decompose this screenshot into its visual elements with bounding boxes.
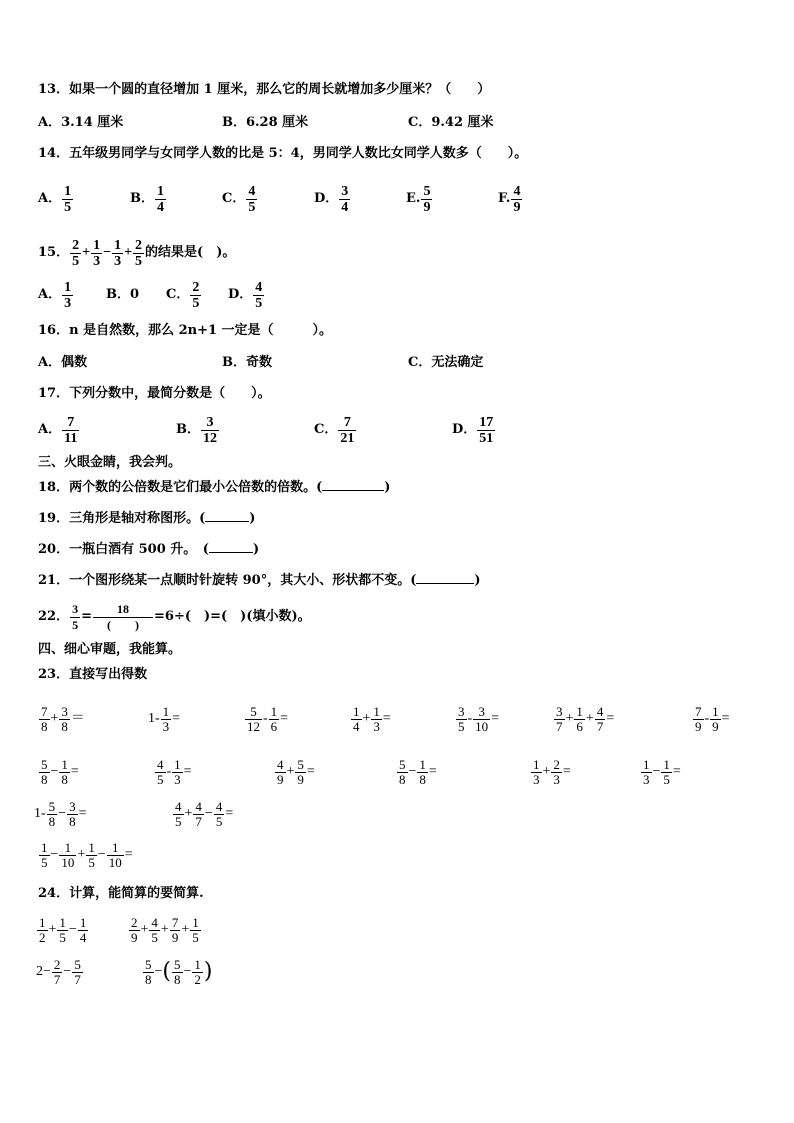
math-operator: = — [382, 711, 391, 726]
math-operator: = — [306, 764, 315, 779]
q24-expr-3 — [36, 955, 84, 990]
q23-row3-expr-1 — [34, 797, 86, 832]
option-letter: C． — [222, 191, 246, 206]
q18-answer-blank[interactable] — [322, 490, 384, 491]
math-operator: = — [672, 764, 681, 779]
q15-option-a[interactable]: A． $\frac{1}{3}$ — [38, 279, 72, 311]
math-operator: + — [181, 922, 190, 937]
q15-expression: 15． $\frac{2}{5}$ + $\frac{1}{3}$ − $\frac{1}{3}$ + $\frac{2}{5}$ 的结果是( )。 — [38, 237, 236, 269]
fraction: $\frac{1}{3}$ — [533, 756, 540, 787]
q15-option-c[interactable]: C． $\frac{2}{5}$ — [166, 279, 200, 311]
math-operator: + — [286, 764, 295, 779]
q24-stem: 24．计算，能简算的要简算. — [38, 886, 204, 901]
math-operator: 1- — [34, 806, 46, 821]
q20: 20．一瓶白酒有 500 升。 ( ) — [38, 542, 260, 557]
q15-option-b[interactable]: B．0 — [106, 287, 140, 302]
fraction: $\frac{17}{51}$ — [479, 414, 494, 446]
q14-option-c[interactable] — [222, 182, 258, 217]
q17-stem: 17．下列分数中，最简分数是（ ）。 — [38, 386, 271, 401]
fraction: $\frac{5}{8}$ — [41, 756, 48, 787]
section-4-heading: 四、细心审题，我能算。 — [38, 642, 182, 657]
math-operator: = — [280, 711, 289, 726]
fraction: $\frac{5}{8}$ — [145, 956, 152, 987]
q19-answer-blank[interactable] — [205, 521, 249, 522]
fraction: $\frac{1}{6}$ — [270, 703, 278, 734]
q23-row1-expr-7 — [692, 702, 730, 737]
q24-expr-4: $\frac{5}{8}$ −( $\frac{5}{8}$ − $\frac{1}{2}$ ) — [145, 956, 213, 987]
fraction: $\frac{1}{9}$ — [712, 703, 719, 734]
fraction: $\frac{1}{4}$ — [157, 183, 164, 215]
q23-row1-expr-1 — [38, 702, 85, 737]
q14-option-f[interactable] — [498, 182, 523, 217]
math-operator: + — [50, 711, 59, 726]
fraction: $\frac{5}{8}$ — [399, 756, 406, 787]
fraction: $\frac{4}{5}$ — [248, 183, 256, 215]
q23-row2-expr-4 — [396, 755, 437, 790]
math-operator: - — [263, 711, 268, 726]
q21-answer-blank[interactable] — [416, 583, 474, 584]
q16-option-a[interactable]: A．偶数 — [38, 355, 88, 370]
math-operator: = — [428, 764, 437, 779]
q13-option-a[interactable]: A．3.14 厘米 — [38, 115, 124, 130]
math-operator: = — [606, 711, 615, 726]
fraction: $\frac{1}{5}$ — [64, 183, 72, 215]
math-operator: ( — [162, 959, 171, 984]
option-letter: B． — [130, 191, 154, 206]
math-operator: + — [565, 711, 574, 726]
math-operator: − — [68, 922, 77, 937]
fraction: $\frac{2}{9}$ — [131, 914, 138, 945]
fraction: $\frac{1}{3}$ — [174, 756, 181, 787]
q23-row4-expr-1 — [38, 838, 133, 873]
fraction: $\frac{7}{21}$ — [340, 414, 355, 446]
math-operator: + — [160, 922, 169, 937]
q23-row3-expr-2 — [172, 797, 233, 832]
math-operator: − — [50, 847, 59, 862]
math-operator: + — [140, 922, 149, 937]
math-operator: = — [172, 711, 181, 726]
fraction: $\frac{3}{8}$ — [69, 798, 76, 829]
fraction: $\frac{5}{8}$ — [174, 956, 181, 987]
q23-row1-expr-3 — [244, 702, 288, 737]
fraction: $\frac{7}{8}$ — [41, 703, 48, 734]
fraction: $\frac{1}{5}$ — [88, 839, 95, 870]
fraction: $\frac{1}{5}$ — [41, 839, 48, 870]
math-operator: + — [542, 764, 551, 779]
fraction: $\frac{1}{8}$ — [61, 756, 68, 787]
option-letter: F. — [498, 191, 511, 206]
fraction: $\frac{3}{4}$ — [341, 183, 349, 215]
math-operator: − — [183, 964, 192, 979]
math-operator: − — [204, 806, 213, 821]
q14-stem: 14．五年级男同学与女同学人数的比是 5：4，男同学人数比女同学人数多（ ）。 — [38, 146, 528, 161]
math-operator: − — [408, 764, 417, 779]
fraction: $\frac{1}{6}$ — [576, 703, 583, 734]
q14-option-b[interactable] — [130, 182, 167, 217]
fraction: $\frac{2}{3}$ — [553, 756, 560, 787]
q17-option-a[interactable] — [38, 413, 80, 448]
q14-option-e[interactable] — [406, 182, 433, 217]
fraction: $\frac{3}{10}$ — [475, 703, 489, 734]
fraction: $\frac{5}{9}$ — [423, 183, 431, 215]
q23-row2-expr-1 — [38, 755, 79, 790]
option-letter: C． — [314, 422, 338, 437]
fraction: $\frac{1}{2}$ — [194, 956, 201, 987]
math-operator: = — [225, 806, 234, 821]
q20-answer-blank[interactable] — [209, 552, 253, 553]
fraction: $\frac{5}{9}$ — [297, 756, 304, 787]
q18: 18．两个数的公倍数是它们最小公倍数的倍数。( ) — [38, 480, 391, 495]
fraction: $\frac{4}{5}$ — [157, 756, 164, 787]
option-letter: E. — [406, 191, 421, 206]
option-letter: B． — [176, 422, 200, 437]
q17-option-c[interactable] — [314, 413, 357, 448]
fraction: $\frac{7}{9}$ — [695, 703, 702, 734]
math-operator: ) — [203, 959, 213, 984]
fraction: $\frac{1}{5}$ — [663, 756, 670, 787]
math-operator: − — [50, 764, 59, 779]
fraction: $\frac{1}{4}$ — [79, 914, 87, 945]
q15-option-d[interactable]: D． $\frac{4}{5}$ — [228, 279, 263, 311]
math-operator: − — [97, 847, 106, 862]
q24-expr-1 — [36, 913, 89, 948]
fraction: $\frac{3}{8}$ — [61, 703, 68, 734]
q24-expr-2 — [128, 913, 202, 948]
fraction: $\frac{4}{7}$ — [195, 798, 202, 829]
math-operator: = — [78, 806, 87, 821]
fraction: $\frac{5}{7}$ — [74, 956, 81, 987]
q16-stem: 16．n 是自然数，那么 2n+1 一定是（ ）。 — [38, 323, 333, 338]
math-operator: 2− — [36, 964, 51, 979]
math-operator: + — [77, 847, 86, 862]
fraction: $\frac{3}{5}$ — [458, 703, 465, 734]
option-letter: D． — [314, 191, 339, 206]
q22-expression: 22． $\frac{3}{5}$ = $\frac{18}{( )}$ =6÷( )=( )(填小数)。 — [38, 601, 311, 632]
fraction: $\frac{1}{10}$ — [61, 839, 75, 870]
q13-option-c[interactable]: C．9.42 厘米 — [408, 115, 494, 130]
fraction: $\frac{3}{12}$ — [203, 414, 217, 446]
q21: 21．一个图形绕某一点顺时针旋转 90°，其大小、形状都不变。( ) — [38, 573, 481, 588]
q23-row1-expr-5 — [455, 702, 499, 737]
q16-option-c[interactable]: C．无法确定 — [408, 355, 484, 370]
fraction: $\frac{4}{9}$ — [513, 183, 521, 215]
fraction: $\frac{7}{11}$ — [64, 414, 78, 446]
fraction: $\frac{1}{10}$ — [108, 839, 122, 870]
q17-option-d[interactable] — [452, 413, 496, 448]
math-operator: = — [183, 764, 192, 779]
fraction: $\frac{1}{5}$ — [59, 914, 66, 945]
math-operator: − — [58, 806, 67, 821]
fraction: $\frac{1}{3}$ — [643, 756, 650, 787]
math-operator: 1- — [148, 711, 160, 726]
math-operator: - — [704, 711, 710, 726]
math-operator: - — [467, 711, 473, 726]
math-operator: + — [48, 922, 57, 937]
fraction: $\frac{1}{5}$ — [192, 914, 199, 945]
q23-row2-expr-3 — [274, 755, 315, 790]
q19: 19．三角形是轴对称图形。( ) — [38, 511, 256, 526]
option-letter: A． — [38, 191, 62, 206]
fraction: $\frac{4}{5}$ — [151, 914, 158, 945]
fraction: $\frac{4}{5}$ — [215, 798, 223, 829]
section-3-heading: 三、火眼金睛，我会判。 — [38, 455, 182, 470]
math-operator: − — [652, 764, 661, 779]
fraction: $\frac{1}{2}$ — [39, 914, 46, 945]
fraction: $\frac{7}{9}$ — [171, 914, 179, 945]
q17-option-b[interactable] — [176, 413, 220, 448]
math-operator: - — [166, 764, 172, 779]
math-operator: + — [184, 806, 193, 821]
math-operator: + — [585, 711, 594, 726]
q13-stem: 13．如果一个圆的直径增加 1 厘米，那么它的周长就增加多少厘米？（ ） — [38, 82, 491, 97]
fraction: $\frac{4}{9}$ — [277, 756, 284, 787]
fraction: $\frac{5}{12}$ — [247, 703, 260, 734]
option-letter: A． — [38, 422, 62, 437]
q16-option-b[interactable]: B．奇数 — [222, 355, 272, 370]
math-operator: = — [124, 847, 133, 862]
option-letter: D． — [452, 422, 477, 437]
fraction: $\frac{3}{7}$ — [556, 703, 563, 734]
math-operator: = — [562, 764, 571, 779]
math-operator: = — [491, 711, 500, 726]
fraction: $\frac{5}{8}$ — [48, 798, 56, 829]
fraction: $\frac{1}{3}$ — [162, 703, 170, 734]
q14-option-d[interactable] — [314, 182, 351, 217]
q23-row2-expr-2 — [154, 755, 192, 790]
math-operator: − — [63, 964, 72, 979]
q23-row1-expr-4 — [350, 702, 391, 737]
math-operator: = — [721, 711, 730, 726]
fraction: $\frac{4}{5}$ — [175, 798, 182, 829]
q23-stem: 23．直接写出得数 — [38, 667, 148, 682]
q23-row1-expr-6 — [553, 702, 614, 737]
q23-row2-expr-5 — [530, 755, 571, 790]
fraction: $\frac{1}{8}$ — [419, 756, 426, 787]
fraction: $\frac{2}{7}$ — [53, 956, 61, 987]
q14-option-a[interactable] — [38, 182, 74, 217]
math-operator: + — [362, 711, 371, 726]
q13-option-b[interactable]: B．6.28 厘米 — [222, 115, 309, 130]
fraction: $\frac{1}{4}$ — [353, 703, 360, 734]
q23-row2-expr-6 — [640, 755, 681, 790]
math-operator: ＝ — [70, 711, 85, 726]
fraction: $\frac{1}{3}$ — [373, 703, 380, 734]
math-operator: = — [70, 764, 79, 779]
q23-row1-expr-2 — [148, 702, 180, 737]
fraction: $\frac{4}{7}$ — [596, 703, 604, 734]
